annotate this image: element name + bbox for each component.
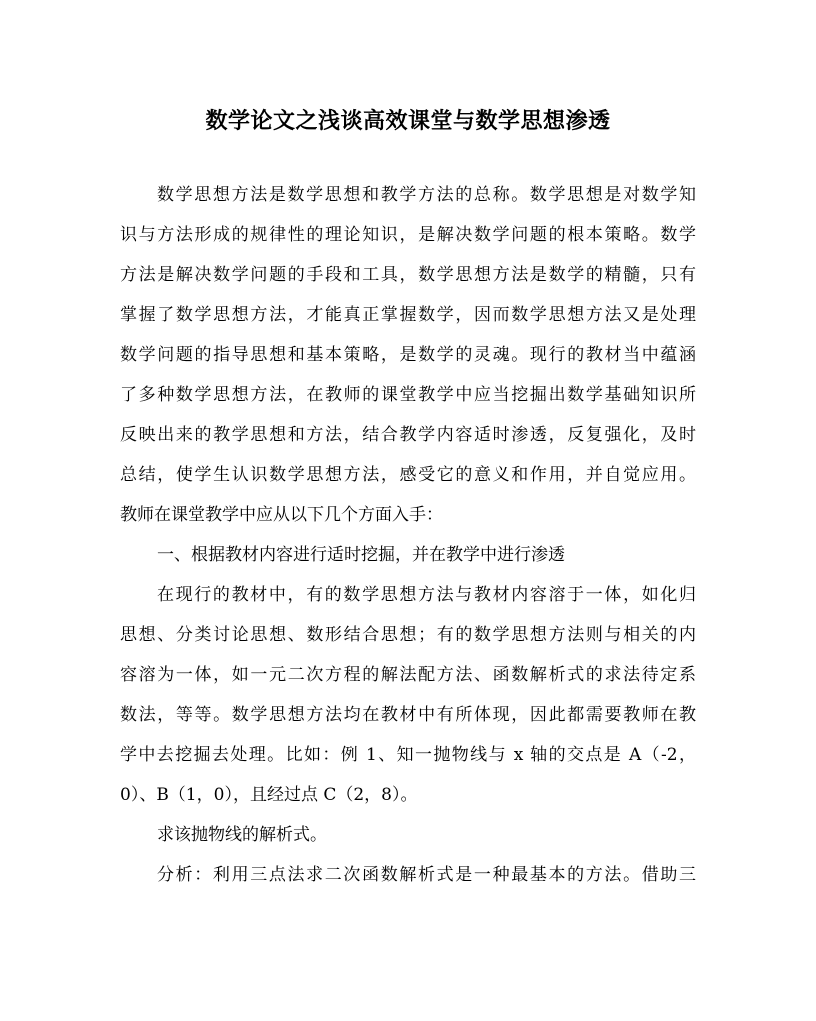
paragraph-line: 总结，使学生认识数学思想方法，感受它的意义和作用，并自觉应用。 [120,465,696,485]
paragraph-line: 0）、B（1，0），且经过点 C（2，8）。 [120,785,418,805]
paragraph-line: 数学思想方法是数学思想和教学方法的总称。数学思想是对数学知 [157,185,696,205]
paragraph-line: 方法是解决数学问题的手段和工具，数学思想方法是数学的精髓，只有 [120,265,696,285]
paragraph-line: 学中去挖掘去处理。比如：例 1、知一抛物线与 x 轴的交点是 A（-2， [120,745,696,765]
paragraph-line: 分析：利用三点法求二次函数解析式是一种最基本的方法。借助三 [157,865,696,885]
paragraph-line: 反映出来的教学思想和方法，结合教学内容适时渗透，反复强化，及时 [120,425,696,445]
paragraph-line: 了多种数学思想方法，在教师的课堂教学中应当挖掘出数学基础知识所 [120,385,696,405]
paragraph-line: 识与方法形成的规律性的理论知识，是解决数学问题的根本策略。数学 [120,225,696,245]
paragraph-line: 数学问题的指导思想和基本策略，是数学的灵魂。现行的教材当中蕴涵 [120,345,696,365]
paragraph-line: 在现行的教材中，有的数学思想方法与教材内容溶于一体，如化归 [157,585,696,605]
paragraph-line: 求该抛物线的解析式。 [157,825,327,845]
paragraph-line: 数法，等等。数学思想方法均在教材中有所体现，因此都需要教师在教 [120,705,696,725]
paragraph-line: 思想、分类讨论思想、数形结合思想；有的数学思想方法则与相关的内 [120,625,696,645]
section-heading: 一、根据教材内容进行适时挖掘，并在教学中进行渗透 [157,545,565,565]
paragraph-line: 容溶为一体，如一元二次方程的解法配方法、函数解析式的求法待定系 [120,665,696,685]
document-title: 数学论文之浅谈高效课堂与数学思想渗透 [205,108,611,134]
paragraph-line: 教师在课堂教学中应从以下几个方面入手： [120,505,443,525]
paragraph-line: 掌握了数学思想方法，才能真正掌握数学，因而数学思想方法又是处理 [120,305,696,325]
